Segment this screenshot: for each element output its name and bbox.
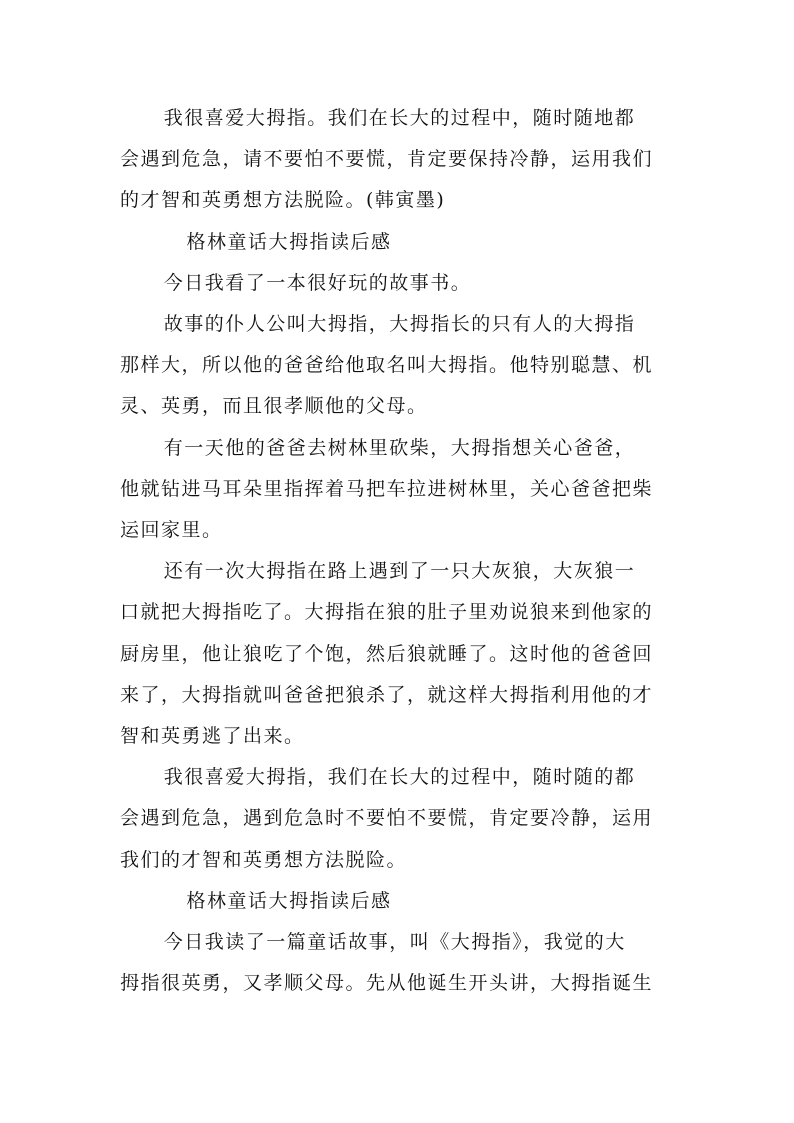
text-line: 口就把大拇指吃了。大拇指在狼的肚子里劝说狼来到他家的: [120, 601, 654, 624]
text-line: 灵、英勇，而且很孝顺他的父母。: [120, 395, 428, 418]
paragraph-conclusion-1: [120, 98, 680, 222]
text-line: 还有一次大拇指在路上遇到了一只大灰狼，大灰狼一: [163, 560, 636, 583]
text-line: 今日我看了一本很好玩的故事书。: [163, 271, 472, 294]
heading-text: 格林童话大拇指读后感: [186, 889, 392, 912]
text-line: 今日我读了一篇童话故事，叫《大拇指》，我觉的大: [163, 931, 626, 954]
paragraph-protagonist: [120, 304, 680, 428]
section-heading: [120, 881, 680, 922]
text-line: 那样大，所以他的爸爸给他取名叫大拇指。他特别聪慧、机: [120, 354, 654, 377]
text-line: 我们的才智和英勇想方法脱险。: [120, 848, 408, 871]
text-line: 故事的仆人公叫大拇指，大拇指长的只有人的大拇指: [163, 313, 636, 336]
text-line: 我很喜爱大拇指。我们在长大的过程中，随时随地都: [163, 107, 636, 129]
text-line: 有一天他的爸爸去树林里砍柴，大拇指想关心爸爸，: [163, 436, 636, 459]
paragraph-third-review: [120, 922, 680, 1004]
text-line: 他就钻进马耳朵里指挥着马把车拉进树林里，关心爸爸把柴: [120, 477, 654, 500]
paragraph-wolf: [120, 551, 680, 757]
document-body: [120, 98, 680, 1004]
paragraph-firewood: [120, 428, 680, 552]
text-line: 拇指很英勇，又孝顺父母。先从他诞生开头讲，大拇指诞生: [120, 972, 654, 995]
text-line: 的才智和英勇想方法脱险。(韩寅墨): [120, 189, 446, 212]
heading-text: 格林童话大拇指读后感: [186, 230, 392, 253]
text-line: 运回家里。: [120, 519, 223, 542]
text-line: 会遇到危急，遇到危急时不要怕不要慌，肯定要冷静，运用: [120, 807, 654, 830]
text-line: 厨房里，他让狼吃了个饱，然后狼就睡了。这时他的爸爸回: [120, 642, 654, 665]
section-heading: [120, 222, 680, 263]
paragraph-conclusion-2: [120, 757, 680, 881]
text-line: 我很喜爱大拇指，我们在长大的过程中，随时随的都: [163, 766, 636, 789]
text-line: 会遇到危急，请不要怕不要慌，肯定要保持冷静，运用我们: [120, 148, 654, 171]
text-line: 智和英勇逃了出来。: [120, 725, 305, 748]
paragraph-intro: [120, 263, 680, 304]
text-line: 来了，大拇指就叫爸爸把狼杀了，就这样大拇指利用他的才: [120, 683, 654, 706]
